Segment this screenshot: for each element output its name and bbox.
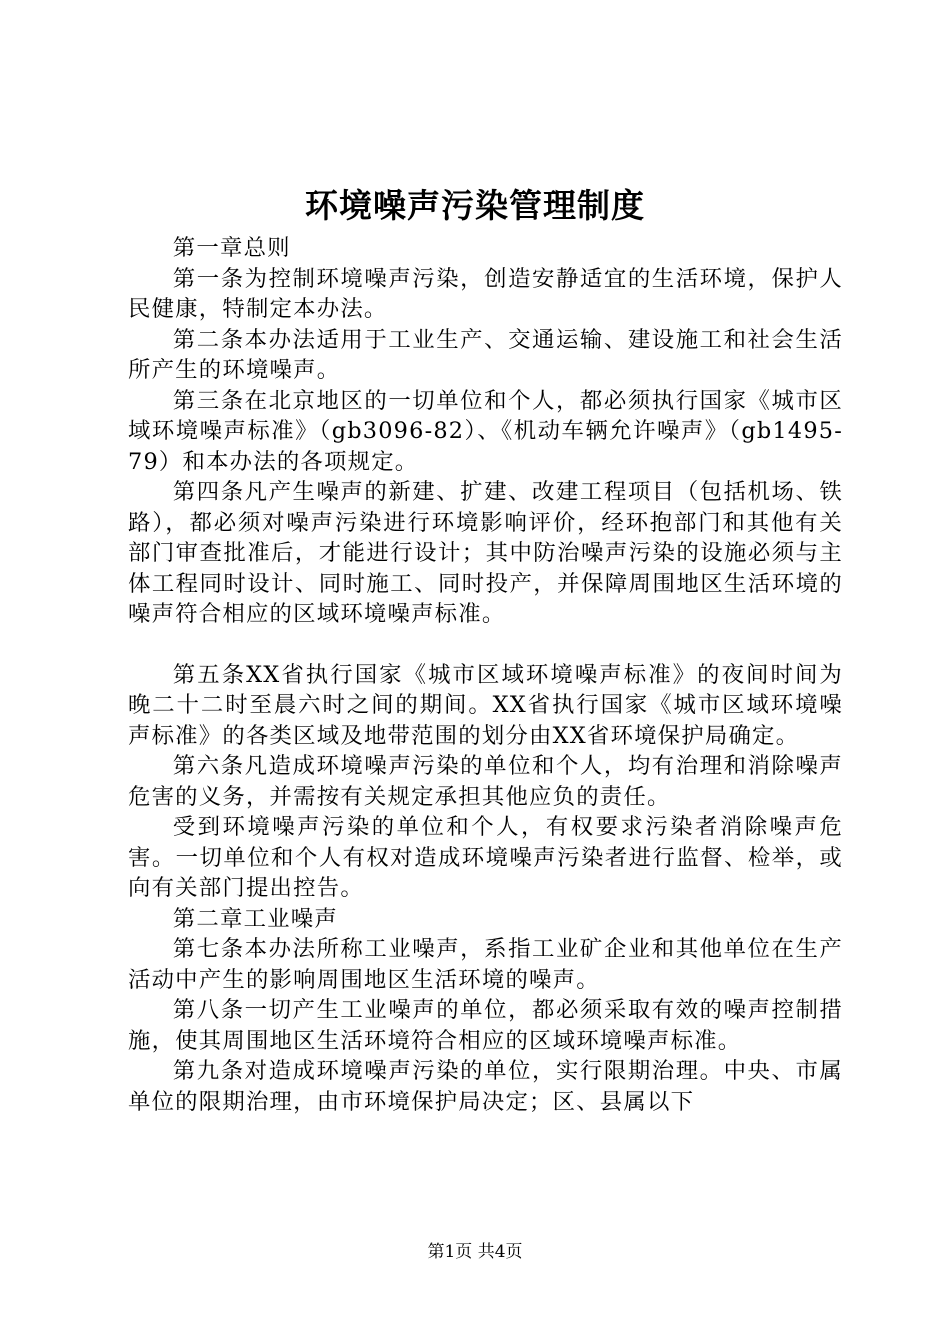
paragraph: 第八条一切产生工业噪声的单位，都必须采取有效的噪声控制措施，使其周围地区生活环境符合相应的区域环境噪声标准。 xyxy=(128,997,843,1054)
paragraph: 第一条为控制环境噪声污染，创造安静适宜的生活环境，保护人民健康，特制定本办法。 xyxy=(128,265,843,322)
document-body xyxy=(128,233,843,1117)
chapter-heading: 第二章工业噪声 xyxy=(172,905,338,932)
paragraph: 第三条在北京地区的一切单位和个人，都必须执行国家《城市区域环境噪声标准》（gb3096-82）、《机动车辆允许噪声》（gb1495-79）和本办法的各项规定。 xyxy=(128,387,843,475)
document-title: 环境噪声污染管理制度 xyxy=(305,186,645,225)
paragraph: 第九条对造成环境噪声污染的单位，实行限期治理。中央、市属单位的限期治理，由市环境保护局决定；区、县属以下 xyxy=(128,1058,843,1115)
paragraph: 第二条本办法适用于工业生产、交通运输、建设施工和社会生活所产生的环境噪声。 xyxy=(128,326,843,383)
chapter-heading: 第一章总则 xyxy=(172,235,291,261)
paragraph: 第五条XX省执行国家《城市区域环境噪声标准》的夜间时间为晚二十二时至晨六时之间的期间。XX省执行国家《城市区域环境噪声标准》的各类区域及地带范围的划分由XX省环境保护局确定。 xyxy=(128,661,843,749)
paragraph: 第六条凡造成环境噪声污染的单位和个人，均有治理和消除噪声危害的义务，并需按有关规定承担其他应负的责任。 xyxy=(128,753,843,810)
paragraph: 受到环境噪声污染的单位和个人，有权要求污染者消除噪声危害。一切单位和个人有权对造成环境噪声污染者进行监督、检举，或向有关部门提出控告。 xyxy=(128,814,843,901)
paragraph: 第七条本办法所称工业噪声，系指工业矿企业和其他单位在生产活动中产生的影响周围地区生活环境的噪声。 xyxy=(128,936,843,993)
page-footer: 第1页 共4页 xyxy=(427,1242,523,1262)
paragraph: 第四条凡产生噪声的新建、扩建、改建工程项目（包括机场、铁路），都必须对噪声污染进行环境影响评价，经环抱部门和其他有关部门审查批准后，才能进行设计；其中防治噪声污染的设施必须与主体工程同时设计、同时施工、同时投产，并保障周围地区生活环境的噪声符合相应的区域环境噪声标准。 xyxy=(128,479,843,627)
